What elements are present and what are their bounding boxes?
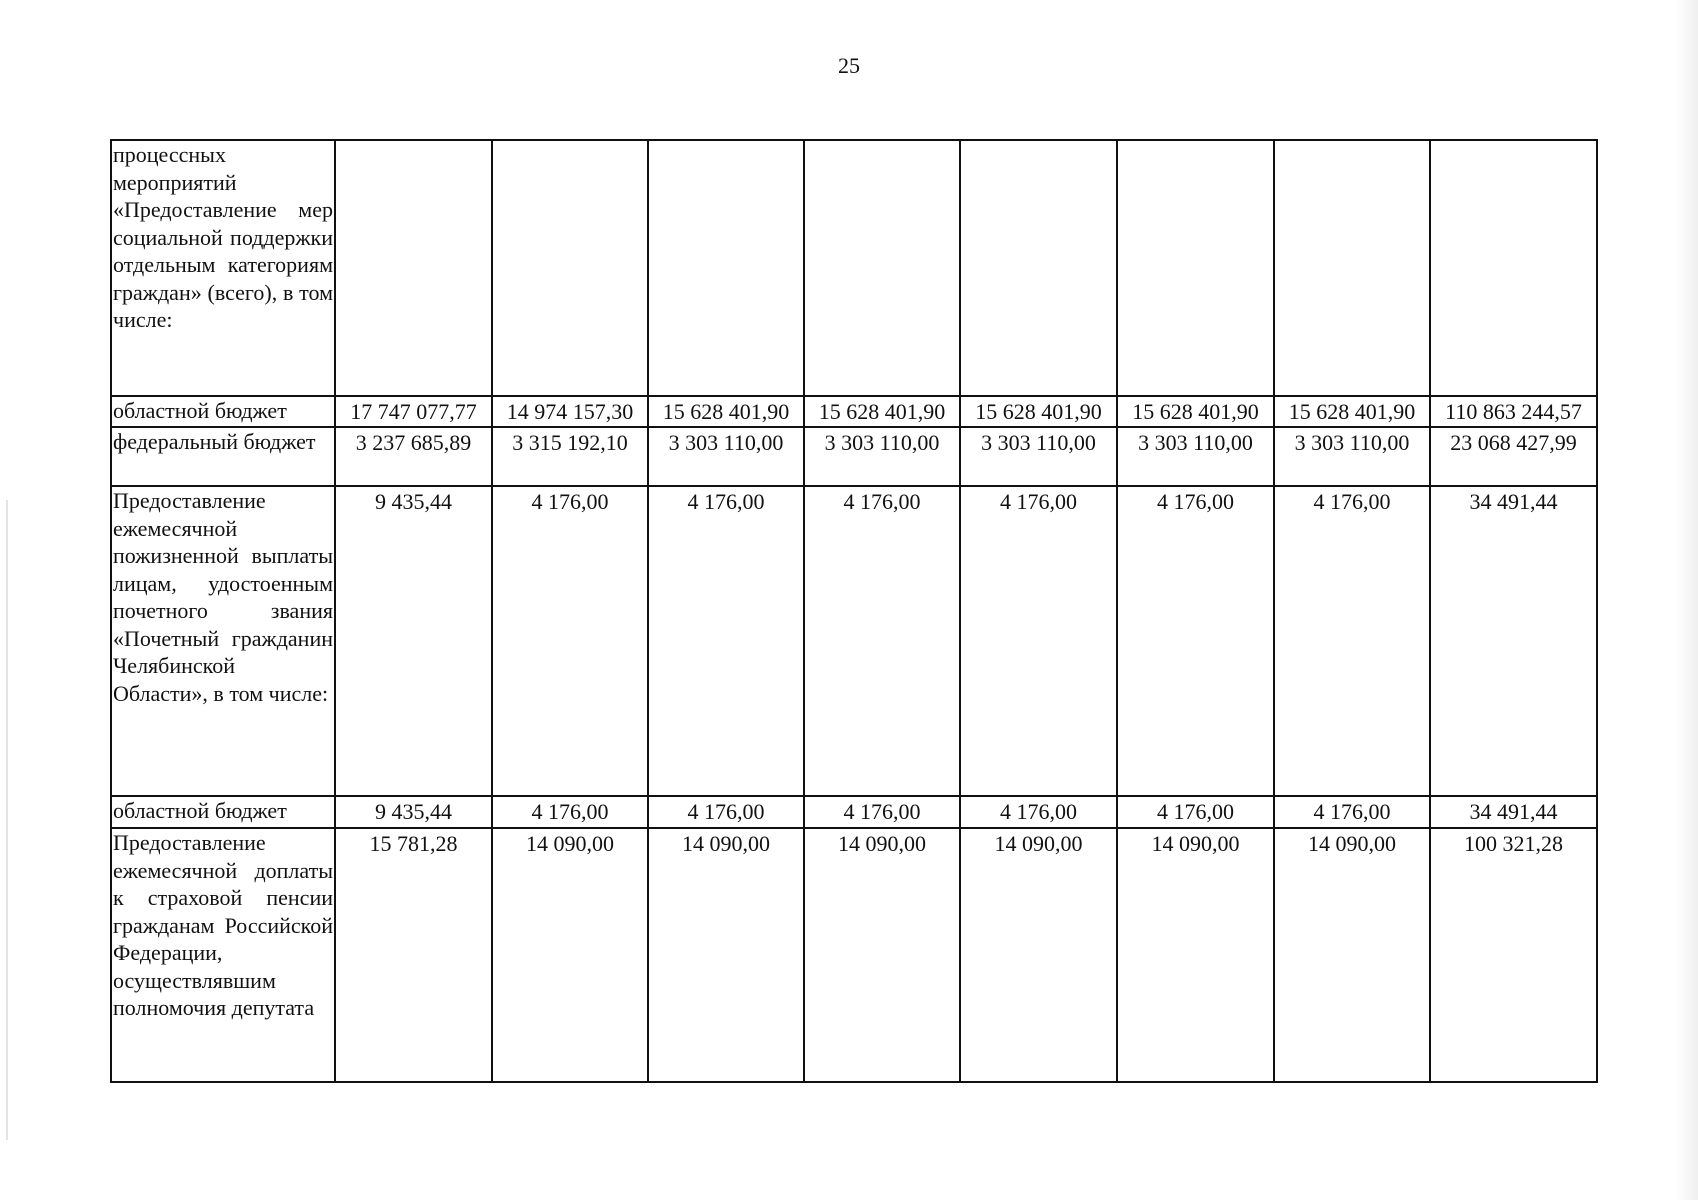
total-cell: 23 068 427,99 bbox=[1430, 427, 1597, 486]
page-number: 25 bbox=[838, 53, 860, 78]
value-cell: 4 176,00 bbox=[1117, 486, 1274, 796]
value-cell bbox=[335, 140, 492, 396]
row-label: областной бюджет bbox=[111, 396, 335, 427]
value-cell: 15 628 401,90 bbox=[648, 396, 804, 427]
budget-table bbox=[110, 139, 1598, 1083]
value-cell bbox=[648, 140, 804, 396]
value-cell: 9 435,44 bbox=[335, 486, 492, 796]
scan-shadow-left bbox=[6, 500, 8, 1140]
scan-shadow-right bbox=[1676, 0, 1698, 1200]
value-cell: 15 628 401,90 bbox=[1117, 396, 1274, 427]
value-cell: 4 176,00 bbox=[1274, 486, 1430, 796]
value-cell: 15 628 401,90 bbox=[960, 396, 1117, 427]
table-row bbox=[111, 828, 1597, 1082]
value-cell: 4 176,00 bbox=[492, 796, 648, 828]
value-cell: 14 090,00 bbox=[1274, 828, 1430, 1082]
total-cell bbox=[1430, 140, 1597, 396]
row-label: федеральный бюджет bbox=[111, 427, 335, 486]
value-cell: 15 628 401,90 bbox=[1274, 396, 1430, 427]
row-label: Предоставление ежемесячной пожизненной выплаты лицам, удостоенным почетного звания «Почетный гражданин Челябинской Области», в том числе: bbox=[111, 486, 335, 796]
value-cell: 3 315 192,10 bbox=[492, 427, 648, 486]
value-cell bbox=[960, 140, 1117, 396]
total-cell: 100 321,28 bbox=[1430, 828, 1597, 1082]
row-label: процессных мероприятий «Предоставление мер социальной поддержки отдельным категориям граждан» (всего), в том числе: bbox=[111, 140, 335, 396]
row-label: Предоставление ежемесячной доплаты к страховой пенсии гражданам Российской Федерации, осуществлявшим полномочия депутата bbox=[111, 828, 335, 1082]
value-cell: 4 176,00 bbox=[804, 486, 960, 796]
value-cell: 3 303 110,00 bbox=[1274, 427, 1430, 486]
total-cell: 110 863 244,57 bbox=[1430, 396, 1597, 427]
row-label: областной бюджет bbox=[111, 796, 335, 828]
value-cell: 9 435,44 bbox=[335, 796, 492, 828]
value-cell: 14 090,00 bbox=[648, 828, 804, 1082]
value-cell: 15 628 401,90 bbox=[804, 396, 960, 427]
value-cell bbox=[804, 140, 960, 396]
value-cell: 15 781,28 bbox=[335, 828, 492, 1082]
value-cell bbox=[1117, 140, 1274, 396]
value-cell: 3 303 110,00 bbox=[804, 427, 960, 486]
table-row bbox=[111, 140, 1597, 396]
value-cell: 14 974 157,30 bbox=[492, 396, 648, 427]
value-cell: 4 176,00 bbox=[648, 486, 804, 796]
value-cell: 14 090,00 bbox=[960, 828, 1117, 1082]
value-cell: 4 176,00 bbox=[1117, 796, 1274, 828]
value-cell bbox=[492, 140, 648, 396]
value-cell: 3 303 110,00 bbox=[1117, 427, 1274, 486]
value-cell: 17 747 077,77 bbox=[335, 396, 492, 427]
total-cell: 34 491,44 bbox=[1430, 796, 1597, 828]
value-cell: 14 090,00 bbox=[492, 828, 648, 1082]
value-cell: 4 176,00 bbox=[1274, 796, 1430, 828]
value-cell: 4 176,00 bbox=[804, 796, 960, 828]
value-cell: 14 090,00 bbox=[1117, 828, 1274, 1082]
value-cell: 3 237 685,89 bbox=[335, 427, 492, 486]
table-row bbox=[111, 427, 1597, 486]
value-cell: 4 176,00 bbox=[648, 796, 804, 828]
table-row bbox=[111, 396, 1597, 427]
value-cell: 4 176,00 bbox=[492, 486, 648, 796]
value-cell: 4 176,00 bbox=[960, 796, 1117, 828]
value-cell bbox=[1274, 140, 1430, 396]
table-row bbox=[111, 486, 1597, 796]
table-row bbox=[111, 796, 1597, 828]
value-cell: 3 303 110,00 bbox=[960, 427, 1117, 486]
value-cell: 14 090,00 bbox=[804, 828, 960, 1082]
value-cell: 3 303 110,00 bbox=[648, 427, 804, 486]
value-cell: 4 176,00 bbox=[960, 486, 1117, 796]
total-cell: 34 491,44 bbox=[1430, 486, 1597, 796]
